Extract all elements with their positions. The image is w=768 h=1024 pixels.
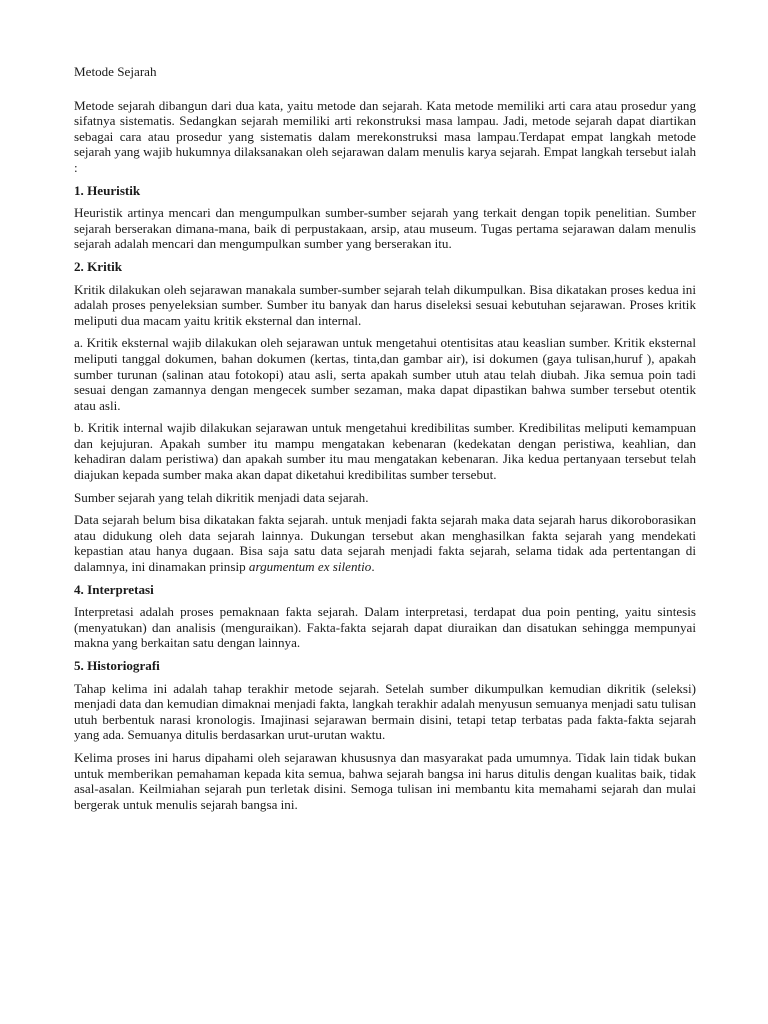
latin-term: argumentum ex silentio — [248, 559, 372, 575]
kritik-internal-paragraph: b. Kritik internal wajib dilakukan sejarawan untuk mengetahui kredibilitas sumber. Kredibilitas meliputi kemampuan dan kejujuran. Apakah sumber itu mampu mengatakan kebenaran (kedekatan dengan peristiwa, keahlian, dan kehadiran dalam peristiwa) dan apakah sumber itu mau mengatakan kebenaran. Jika kedua pertanyaan tersebut telah diajukan kepada sumber maka akan dapat diketahui kredibilitas sumber tersebut. — [74, 420, 696, 483]
interpretasi-paragraph: Interpretasi adalah proses pemaknaan fakta sejarah. Dalam interpretasi, terdapat dua poin penting, yaitu sintesis (menyatukan) dan analisis (menguraikan). Fakta-fakta sejarah dapat diuraikan dan disatukan sehingga mempunyai makna yang berkaitan satu dengan lainnya. — [74, 604, 696, 651]
kritik-paragraph-5 — [74, 512, 696, 574]
heuristik-paragraph: Heuristik artinya mencari dan mengumpulkan sumber-sumber sejarah yang terkait dengan topik penelitian. Sumber sejarah berserakan dimana-mana, baik di perpustakaan, arsip, atau museum. Tugas pertama sejarawan dalam menulis sejarah adalah mencari dan mengumpulkan sumber yang berserakan itu. — [74, 205, 696, 252]
section-heading-interpretasi: 4. Interpretasi — [74, 581, 154, 597]
kritik-paragraph-5-end: . — [371, 559, 375, 575]
kritik-paragraph-4: Sumber sejarah yang telah dikritik menjadi data sejarah. — [74, 489, 369, 505]
document-page — [74, 64, 696, 819]
section-heading-historiografi: 5. Historiografi — [74, 658, 160, 673]
kritik-paragraph-5-text: Data sejarah belum bisa dikatakan fakta sejarah. untuk menjadi fakta sejarah maka data sejarah harus dikoroborasikan atau didukung oleh data sejarah lainnya. Dukungan tersebut akan menghasilkan fakta sejarah yang mendekati kepastian atau hanya dugaan. Bisa saja satu data sejarah menjadi fakta sejarah, selama tidak ada pertentangan di dalamnya, ini dinamakan prinsip — [74, 512, 696, 575]
section-heading-kritik: 2. Kritik — [74, 258, 123, 274]
intro-paragraph: Metode sejarah dibangun dari dua kata, yaitu metode dan sejarah. Kata metode memiliki arti cara atau prosedur yang sifatnya sistematis. Sedangkan sejarah memiliki arti rekonstruksi masa lampau. Jadi, metode sejarah dapat diartikan sebagai cara atau prosedur yang sistematis dalam merekonstruksi masa lampau.Terdapat empat langkah metode sejarah yang wajib hukumnya dilaksanakan oleh sejarawan dalam menulis karya sejarah. Empat langkah tersebut ialah : — [74, 97, 696, 175]
section-heading-heuristik: 1. Heuristik — [74, 182, 141, 198]
kritik-eksternal-paragraph: a. Kritik eksternal wajib dilakukan oleh sejarawan untuk mengetahui otentisitas atau keaslian sumber. Kritik eksternal meliputi tanggal dokumen, bahan dokumen (kertas, tinta,dan gambar air), isi dokumen (gaya tulisan,huruf ), apakah sumber turunan (salinan atau fotokopi) atau asli, serta apakah sumber utuh atau telah diubah. Jika semua poin tadi sesuai dengan zamannya dengan mengecek sumber sezaman, maka dapat dipastikan bahwa sumber tersebut otentik atau asli. — [74, 335, 696, 413]
kritik-paragraph-1: Kritik dilakukan oleh sejarawan manakala sumber-sumber sejarah telah dikumpulkan. Bisa dikatakan proses kedua ini adalah proses penyeleksian sumber. Sumber itu banyak dan harus diseleksi sesuai kebutuhan sejarawan. Proses kritik meliputi dua macam yaitu kritik eksternal dan internal. — [74, 281, 696, 328]
document-title: Metode Sejarah — [74, 64, 157, 79]
historiografi-paragraph-1: Tahap kelima ini adalah tahap terakhir metode sejarah. Setelah sumber dikumpulkan kemudian dikritik (seleksi) menjadi data dan kemudian dimaknai menjadi fakta, langkah terakhir adalah menyusun semuanya menjadi satu tulisan utuh berbentuk narasi kronologis. Imajinasi sejarawan bermain disini, tetapi tetap terbatas pada fakta-fakta sejarah yang ada. Semuanya ditulis berdasarkan urut-urutan waktu. — [74, 680, 696, 743]
historiografi-paragraph-2: Kelima proses ini harus dipahami oleh sejarawan khususnya dan masyarakat pada umumnya. Tidak lain tidak bukan untuk memberikan pemahaman kepada kita semua, bahwa sejarah bangsa ini harus ditulis dengan kualitas baik, tidak asal-asalan. Keilmiahan sejarah pun terletak disini. Semoga tulisan ini membantu kita memahami sejarah dan mulai bergerak untuk menulis sejarah bangsa ini. — [74, 749, 696, 812]
